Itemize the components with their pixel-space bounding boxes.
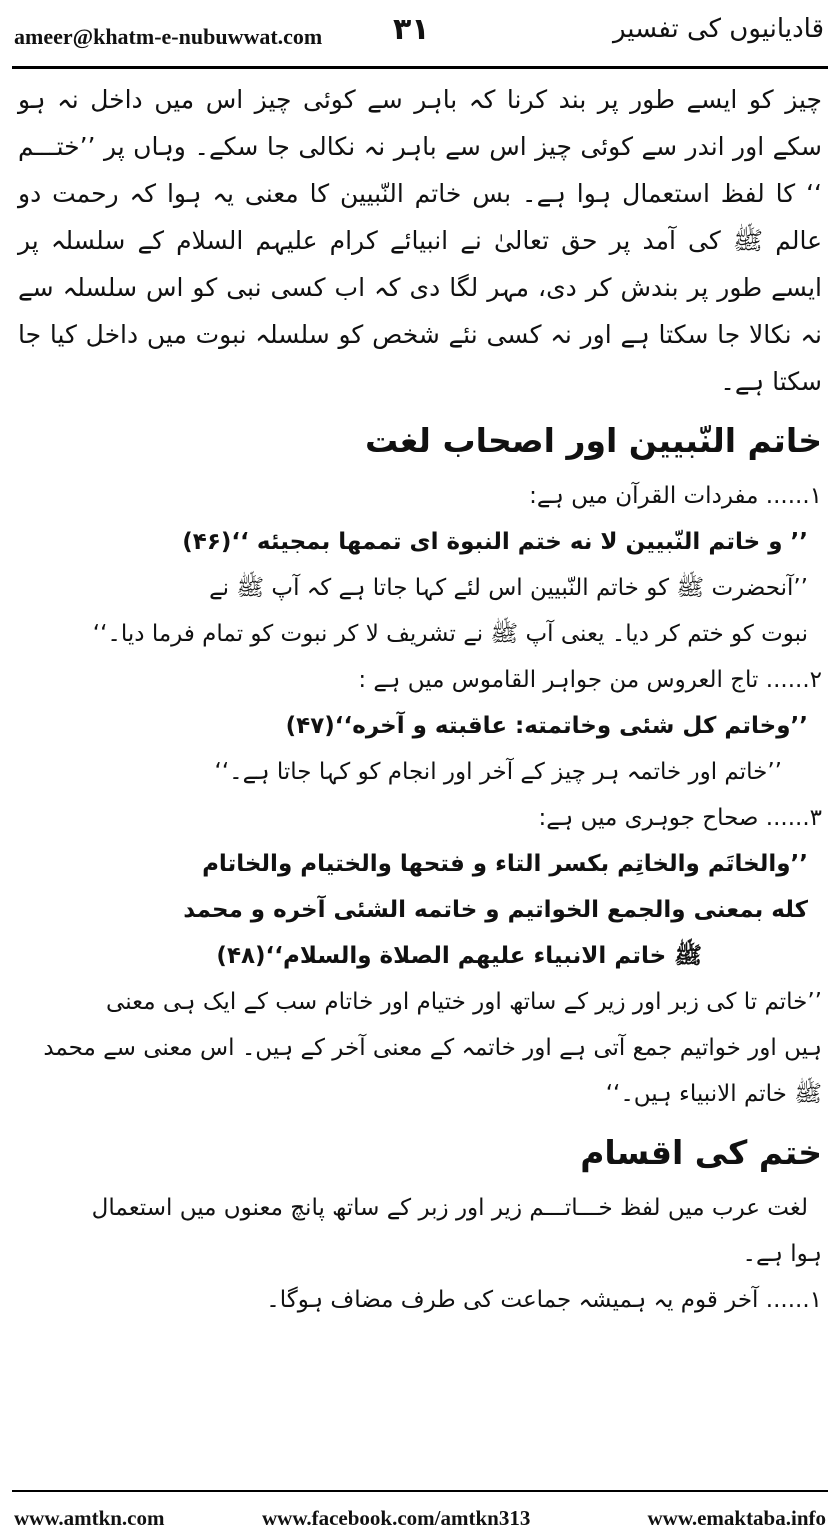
- item-2-title: ۲...... تاج العروس من جواہر القاموس میں ہے :: [358, 667, 822, 693]
- intro-paragraph: چیز کو ایسے طور پر بند کرنا کہ باہر سے کوئی چیز اس میں داخل نہ ہو سکے اور اندر سے کوئی چیز اس سے باہر نہ نکالی جا سکے۔ وہاں پر ’’ختـــم ‘‘ کا لفظ استعمال ہوا ہے۔ بس خاتم النّبیین کا معنی یہ ہوا کہ رحمت دو عالم ﷺ کی آمد پر حق تعالیٰ نے انبیائے کرام علیہم السلام کے سلسلہ پر ایسے طور پر بندش کر دی، مہر لگا دی کہ اب کسی نبی کو اس سلسلہ سے نہ نکالا جا سکتا ہے اور نہ کسی نئے شخص کو سلسلہ نبوت میں داخل کیا جا سکتا ہے۔: [18, 85, 822, 396]
- footer-link-facebook[interactable]: www.facebook.com/amtkn313: [262, 1506, 531, 1530]
- page-number: ۳۱: [393, 12, 430, 47]
- section-heading-lexicographers: خاتم النّبیین اور اصحاب لغت: [365, 421, 822, 460]
- item-3-arabic-quote-line-2: كله بمعنى والجمع الخواتیم و خاتمه الشئی آخره و محمد: [183, 897, 808, 923]
- footer-link-emaktaba[interactable]: www.emaktaba.info: [647, 1506, 826, 1530]
- item-3-arabic-quote-line-1: ’’والخاتَم والخاتِم بکسر التاء و فتحها والختیام والخاتام: [202, 851, 808, 877]
- header-rule: [12, 66, 828, 69]
- item-1-translation-line-2: نبوت کو ختم کر دیا۔ یعنی آپ ﷺ نے تشریف لا کر نبوت کو تمام فرما دیا۔‘‘: [92, 621, 808, 647]
- header-email: ameer@khatm-e-nubuwwat.com: [14, 24, 323, 49]
- item-1-title: ۱...... مفردات القرآن میں ہے:: [529, 483, 822, 509]
- page-body: [18, 76, 822, 1481]
- item-3-title: ۳...... صحاح جوہری میں ہے:: [538, 805, 822, 831]
- page-footer: [0, 1500, 840, 1536]
- paragraph-2-line-2: ہوا ہے۔: [742, 1241, 822, 1267]
- footer-rule: [12, 1490, 828, 1492]
- item-2-translation: ’’خاتم اور خاتمہ ہر چیز کے آخر اور انجام کو کہا جاتا ہے۔‘‘: [214, 759, 782, 785]
- section-heading-types-of-khatm: ختم کی اقسام: [580, 1133, 822, 1172]
- item-2-arabic-quote: ’’وخاتم کل شئی وخاتمته: عاقبته و آخره‘‘(۴۷): [285, 713, 808, 739]
- item-3-translation-line-1: ’’خاتم تا کی زبر اور زیر کے ساتھ اور ختیام اور خاتام سب کے ایک ہی معنی: [106, 989, 822, 1015]
- item-3-translation-line-3: ﷺ خاتم الانبیاء ہیں۔‘‘: [605, 1081, 822, 1107]
- paragraph-2-line-1: لغت عرب میں لفظ خـــاتـــم زیر اور زبر کے ساتھ پانچ معنوں میں استعمال: [91, 1195, 808, 1221]
- page-header: [0, 0, 840, 70]
- footer-link-amtkn[interactable]: www.amtkn.com: [14, 1506, 165, 1530]
- item-1-translation-line-1: ’’آنحضرت ﷺ کو خاتم النّبیین اس لئے کہا جاتا ہے کہ آپ ﷺ نے: [209, 575, 808, 601]
- item-1-arabic-quote: ’’ و خاتم النّبیین لا نه ختم النبوة ای تممها بمجیئه ‘‘(۴۶): [182, 529, 808, 555]
- item-3-translation-line-2: ہیں اور خواتیم جمع آتی ہے اور خاتمہ کے معنی آخر کے ہیں۔ اس معنی سے محمد: [43, 1035, 822, 1061]
- book-title: قادیانیوں کی تفسیر: [612, 14, 824, 44]
- item-3-arabic-quote-line-3: ﷺ خاتم الانبیاء علیهم الصلاة والسلام‘‘(۴۸): [216, 943, 702, 969]
- list-item: ۱...... آخر قوم یہ ہمیشہ جماعت کی طرف مضاف ہوگا۔: [266, 1287, 822, 1313]
